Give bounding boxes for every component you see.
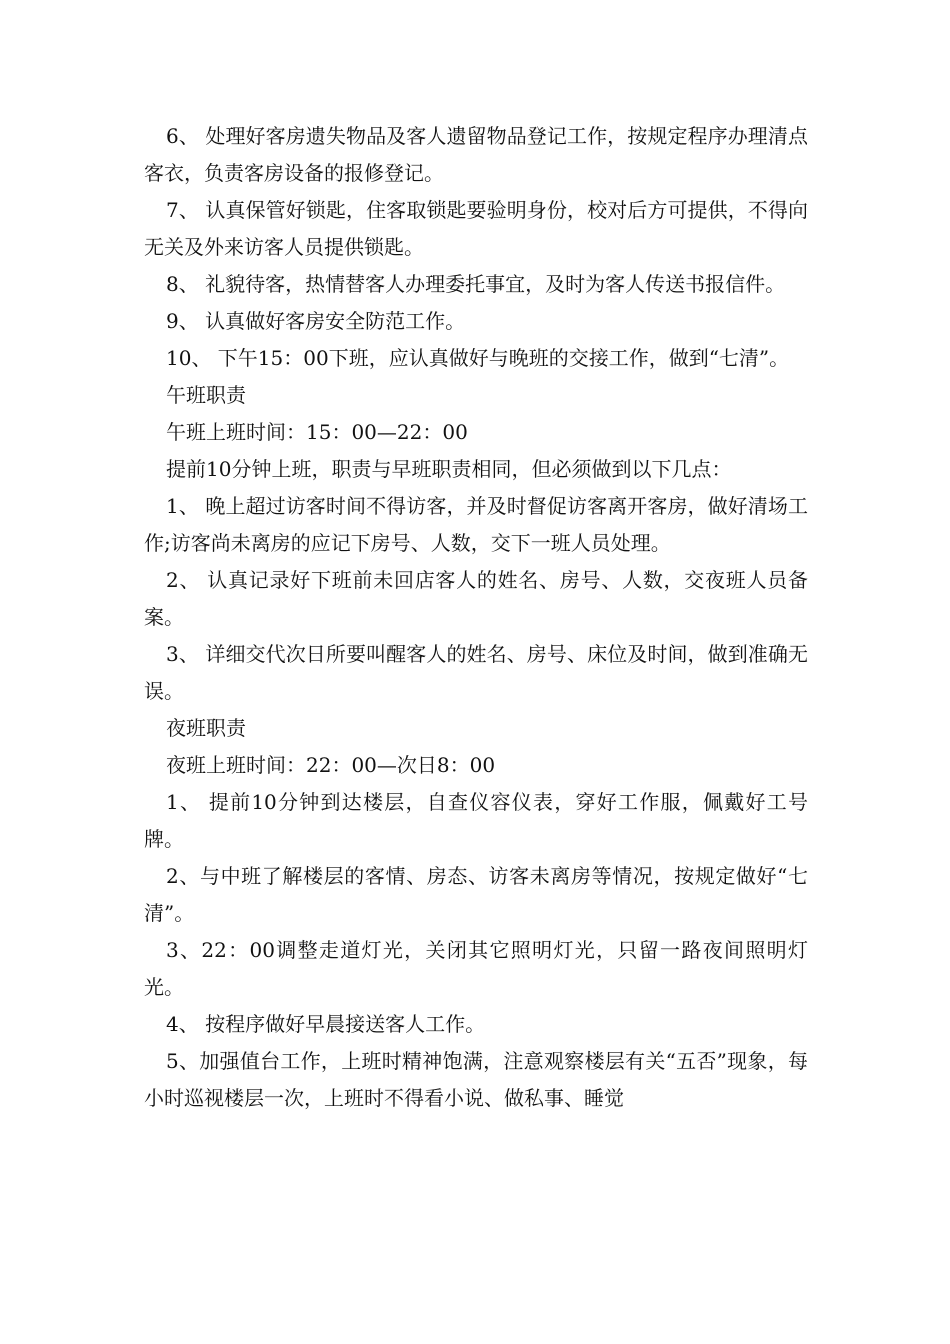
afternoon-item-2: 2、 认真记录好下班前未回店客人的姓名、房号、人数，交夜班人员备案。 [144,568,808,629]
document-page [144,118,808,1117]
afternoon-shift-intro: 提前10分钟上班，职责与早班职责相同，但必须做到以下几点： [166,457,732,481]
paragraph-lost-items: 6、 处理好客房遗失物品及客人遗留物品登记工作，按规定程序办理清点客衣，负责客房设备的报修登记。 [144,124,808,185]
afternoon-shift-hours: 午班上班时间：15：00—22：00 [166,420,468,444]
paragraph-courtesy: 8、 礼貌待客，热情替客人办理委托事宜，及时为客人传送书报信件。 [166,272,786,296]
night-item-4: 4、 按程序做好早晨接送客人工作。 [166,1012,486,1036]
night-shift-hours: 夜班上班时间：22：00—次日8：00 [166,753,496,777]
afternoon-item-1: 1、 晚上超过访客时间不得访客，并及时督促访客离开客房，做好清场工作;访客尚未离房的应记下房号、人数，交下一班人员处理。 [144,494,808,555]
night-item-2: 2、与中班了解楼层的客情、房态、访客未离房等情况，按规定做好“七清”。 [144,864,808,925]
night-item-1: 1、 提前10分钟到达楼层，自查仪容仪表，穿好工作服，佩戴好工号牌。 [144,790,808,851]
night-item-5: 5、加强值台工作，上班时精神饱满，注意观察楼层有关“五否”现象，每小时巡视楼层一次，上班时不得看小说、做私事、睡觉 [144,1049,808,1110]
paragraph-shift-handover: 10、 下午15：00下班，应认真做好与晚班的交接工作，做到“七清”。 [166,346,790,370]
section-heading-night-shift: 夜班职责 [166,716,246,740]
paragraph-key-custody: 7、 认真保管好锁匙，住客取锁匙要验明身份，校对后方可提供，不得向无关及外来访客人员提供锁匙。 [144,198,808,259]
paragraph-security: 9、 认真做好客房安全防范工作。 [166,309,466,333]
afternoon-item-3: 3、 详细交代次日所要叫醒客人的姓名、房号、床位及时间，做到准确无误。 [144,642,808,703]
section-heading-afternoon-shift: 午班职责 [166,383,246,407]
night-item-3: 3、22：00调整走道灯光，关闭其它照明灯光，只留一路夜间照明灯光。 [144,938,808,999]
